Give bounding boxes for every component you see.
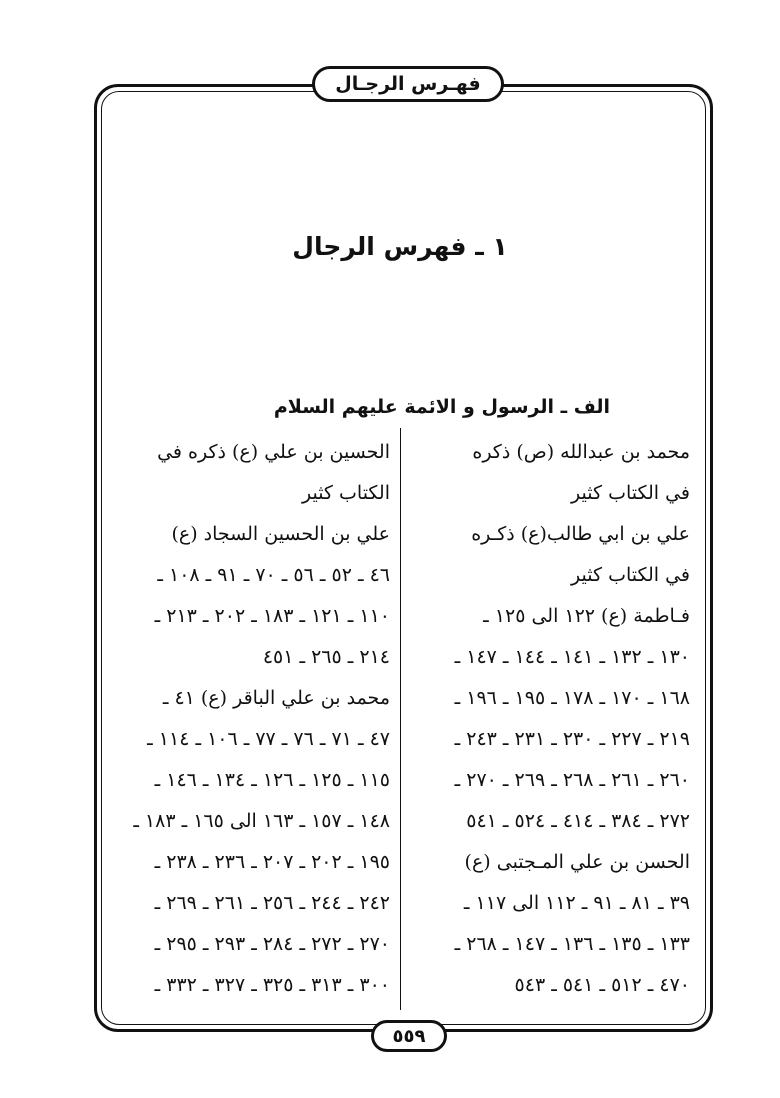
- index-line: ١٣٣ ـ ١٣٥ ـ ١٣٦ ـ ١٤٧ ـ ٢٦٨ ـ: [454, 933, 690, 955]
- index-line: محمد بن عبدالله (ص) ذكره: [472, 441, 690, 463]
- index-line: علي بن ابي طالب(ع) ذكـره: [471, 523, 690, 545]
- index-line: ٣٠٠ ـ ٣١٣ ـ ٣٢٥ ـ ٣٢٧ ـ ٣٣٢ ـ: [154, 974, 390, 996]
- index-line: ١٦٨ ـ ١٧٠ ـ ١٧٨ ـ ١٩٥ ـ ١٩٦ ـ: [454, 687, 690, 709]
- page-number: ٥٥٩: [371, 1020, 447, 1052]
- index-line: ١٩٥ ـ ٢٠٢ ـ ٢٠٧ ـ ٢٣٦ ـ ٢٣٨ ـ: [154, 851, 390, 873]
- index-line: ٢١٩ ـ ٢٢٧ ـ ٢٣٠ ـ ٢٣١ ـ ٢٤٣ ـ: [454, 728, 690, 750]
- index-line: في الكتاب كثير: [571, 564, 690, 586]
- section-title: ١ ـ فهرس الرجال: [292, 232, 508, 261]
- index-line: الكتاب كثير: [301, 482, 390, 504]
- index-line: ١٤٨ ـ ١٥٧ ـ ١٦٣ الى ١٦٥ ـ ١٨٣ ـ: [133, 810, 390, 832]
- index-line: علي بن الحسين السجاد (ع): [171, 523, 390, 545]
- right-column: [412, 432, 690, 1006]
- index-line: ١٣٠ ـ ١٣٢ ـ ١٤١ ـ ١٤٤ ـ ١٤٧ ـ: [454, 646, 690, 668]
- column-divider: [400, 428, 401, 1010]
- index-line: ٣٩ ـ ٨١ ـ ٩١ ـ ١١٢ الى ١١٧ ـ: [463, 892, 690, 914]
- index-line: ٤٦ ـ ٥٢ ـ ٥٦ ـ ٧٠ ـ ٩١ ـ ١٠٨ ـ: [157, 564, 390, 586]
- index-line: محمد بن علي الباقر (ع) ٤١ ـ: [162, 687, 390, 709]
- index-line: ١١٠ ـ ١٢١ ـ ١٨٣ ـ ٢٠٢ ـ ٢١٣ ـ: [154, 605, 390, 627]
- index-line: ١١٥ ـ ١٢٥ ـ ١٢٦ ـ ١٣٤ ـ ١٤٦ ـ: [154, 769, 390, 791]
- left-column: [112, 432, 390, 1006]
- running-header: فهـرس الرجـال: [312, 66, 504, 102]
- index-line: ٢٤٢ ـ ٢٤٤ ـ ٢٥٦ ـ ٢٦١ ـ ٢٦٩ ـ: [154, 892, 390, 914]
- index-line: ٢٦٠ ـ ٢٦١ ـ ٢٦٨ ـ ٢٦٩ ـ ٢٧٠ ـ: [454, 769, 690, 791]
- index-line: ٢٧٢ ـ ٣٨٤ ـ ٤١٤ ـ ٥٢٤ ـ ٥٤١: [466, 810, 690, 832]
- index-line: فـاطمة (ع) ١٢٢ الى ١٢٥ ـ: [483, 605, 690, 627]
- index-line: ٢١٤ ـ ٢٦٥ ـ ٤٥١: [262, 646, 390, 668]
- index-line: ٢٧٠ ـ ٢٧٢ ـ ٢٨٤ ـ ٢٩٣ ـ ٢٩٥ ـ: [154, 933, 390, 955]
- index-line: ٤٧٠ ـ ٥١٢ ـ ٥٤١ ـ ٥٤٣: [514, 974, 690, 996]
- index-line: في الكتاب كثير: [571, 482, 690, 504]
- subheading: الف ـ الرسول و الائمة عليهم السلام: [273, 396, 610, 418]
- index-line: الحسين بن علي (ع) ذكره في: [157, 441, 390, 463]
- index-line: ٤٧ ـ ٧١ ـ ٧٦ ـ ٧٧ ـ ١٠٦ ـ ١١٤ ـ: [147, 728, 390, 750]
- index-line: الحسن بن علي المـجتبى (ع): [464, 851, 690, 873]
